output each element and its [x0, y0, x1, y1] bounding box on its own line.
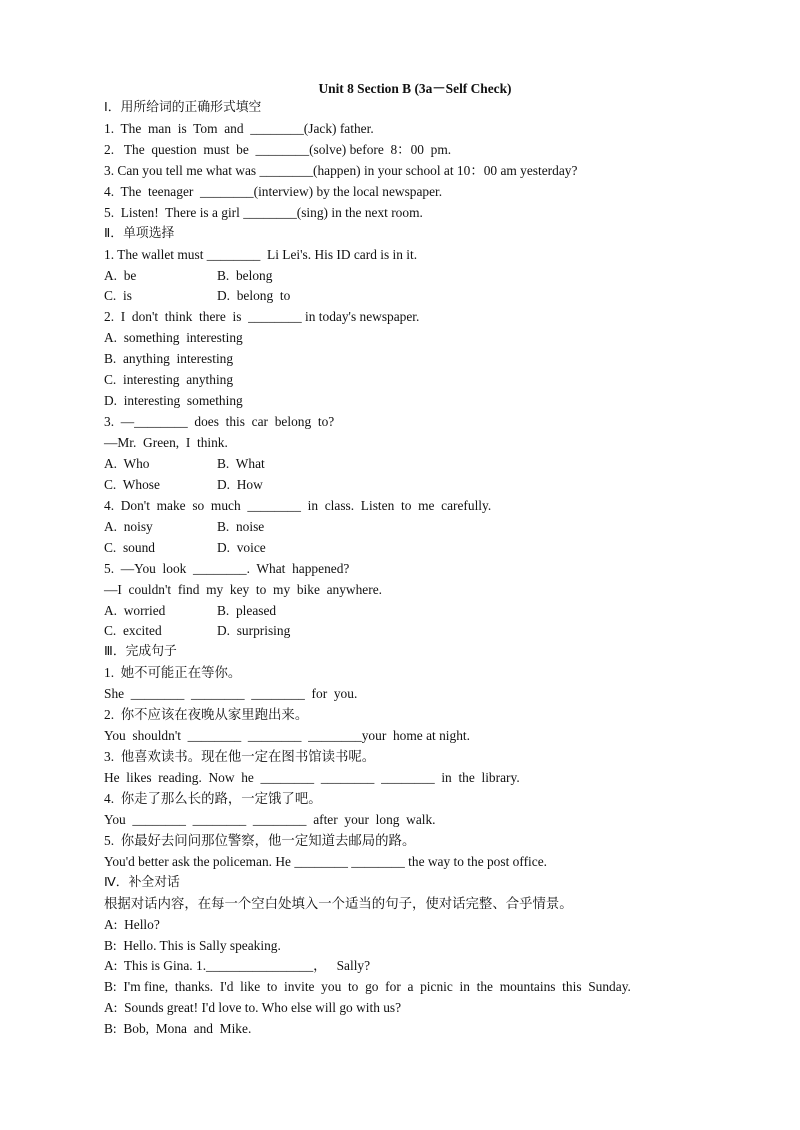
option-b: D. How — [217, 476, 263, 492]
text-line: D. interesting something — [104, 393, 243, 409]
text-line: 5. Listen! There is a girl ________(sing) in the next room. — [104, 204, 423, 220]
text-line: A: This is Gina. 1.________________， Sally? — [104, 958, 371, 974]
text-line: A: Hello? — [104, 916, 160, 932]
option-b: D. belong to — [217, 288, 291, 304]
option-b: D. voice — [217, 539, 266, 555]
text-line: C. interesting anything — [104, 372, 234, 388]
text-line: 根据对话内容，在每一个空白处填入一个适当的句子，使对话完整、合乎情景。 — [104, 895, 573, 911]
text-line: 2. 你不应该在夜晚从家里跑出来。 — [104, 707, 309, 723]
option-row — [104, 517, 704, 538]
text-line: 5. 你最好去问问那位警察，他一定知道去邮局的路。 — [104, 832, 416, 848]
text-line: B: I'm fine, thanks. I'd like to invite you to go for a picnic in the mountains this Sunday. — [104, 979, 631, 995]
option-b: B. What — [217, 455, 265, 471]
text-line: A. something interesting — [104, 330, 243, 346]
option-b: B. pleased — [217, 602, 277, 618]
option-a: C. sound — [104, 539, 155, 555]
text-line: 5. —You look ________. What happened? — [104, 560, 350, 576]
text-line: 3. Can you tell me what was ________(happen) in your school at 10：00 am yesterday? — [104, 162, 578, 178]
option-a: A. be — [104, 267, 137, 283]
option-b: B. noise — [217, 518, 265, 534]
text-line: B. anything interesting — [104, 351, 234, 367]
text-line: 2. I don't think there is ________ in today's newspaper. — [104, 309, 420, 325]
worksheet-body — [104, 98, 704, 1040]
option-b: B. belong — [217, 267, 273, 283]
option-a: C. is — [104, 288, 132, 304]
text-line: 3. —________ does this car belong to? — [104, 414, 335, 430]
section-heading: Ⅳ．补全对话 — [104, 874, 180, 890]
text-line: 1. The man is Tom and ________(Jack) father. — [104, 120, 374, 136]
option-row — [104, 621, 704, 642]
text-line: You'd better ask the policeman. He ________ ________ the way to the post office. — [104, 853, 547, 869]
text-line: 1. The wallet must ________ Li Lei's. His ID card is in it. — [104, 246, 418, 262]
worksheet-title: Unit 8 Section B (3a－Self Check) — [318, 81, 512, 96]
text-line: 4. The teenager ________(interview) by the local newspaper. — [104, 183, 443, 199]
option-row — [104, 266, 704, 287]
text-line: B: Hello. This is Sally speaking. — [104, 937, 281, 953]
option-a: C. excited — [104, 623, 162, 639]
text-line: A: Sounds great! I'd love to. Who else will go with us? — [104, 1000, 402, 1016]
option-b: D. surprising — [217, 623, 291, 639]
text-line: 1. 她不可能正在等你。 — [104, 665, 242, 681]
text-line: He likes reading. Now he ________ ________ ________ in the library. — [104, 770, 520, 785]
option-row — [104, 286, 704, 307]
section-heading: Ⅰ．用所给词的正确形式填空 — [104, 100, 262, 115]
option-row — [104, 454, 704, 475]
text-line: She ________ ________ ________ for you. — [104, 686, 358, 702]
text-line: You shouldn't ________ ________ ________your home at night. — [104, 728, 470, 744]
option-row — [104, 475, 704, 496]
text-line: —Mr. Green, I think. — [104, 435, 228, 450]
option-row — [104, 538, 704, 559]
section-heading: Ⅱ．单项选择 — [104, 225, 175, 241]
option-a: A. Who — [104, 455, 150, 471]
text-line: —I couldn't find my key to my bike anywhere. — [104, 581, 382, 597]
text-line: 2. The question must be ________(solve) before 8：00 pm. — [104, 141, 452, 157]
option-a: A. worried — [104, 602, 166, 618]
text-line: B: Bob, Mona and Mike. — [104, 1021, 252, 1037]
section-heading: Ⅲ．完成句子 — [104, 644, 177, 660]
text-line: 4. 你走了那么长的路，一定饿了吧。 — [104, 790, 322, 806]
option-a: C. Whose — [104, 476, 160, 492]
text-line: You ________ ________ ________ after your long walk. — [104, 811, 436, 827]
text-line: 4. Don't make so much ________ in class. Listen to me carefully. — [104, 497, 492, 513]
text-line: 3. 他喜欢读书。现在他一定在图书馆读书呢。 — [104, 749, 376, 765]
option-row — [104, 601, 704, 622]
option-a: A. noisy — [104, 518, 153, 534]
